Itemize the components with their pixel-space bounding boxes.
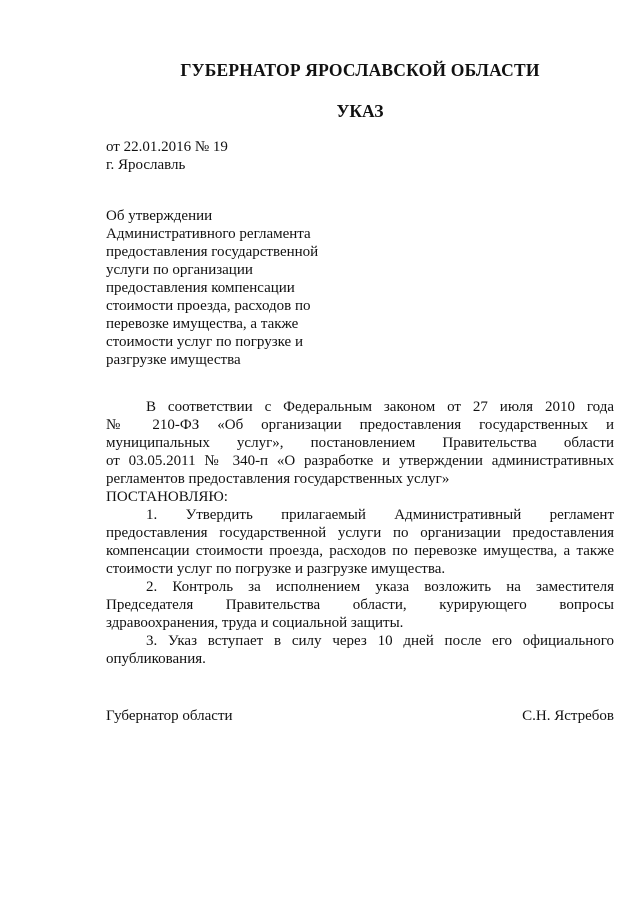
item-line: здравоохранения, труда и социальной защиты. [106, 615, 404, 631]
date-number: от 22.01.2016 № 19 [106, 139, 228, 155]
decree-word: ПОСТАНОВЛЯЮ: [106, 489, 228, 505]
document-type: УКАЗ [336, 101, 384, 121]
signature-position: Губернатор области [106, 708, 233, 724]
document-authority: ГУБЕРНАТОР ЯРОСЛАВСКОЙ ОБЛАСТИ [180, 60, 540, 80]
preamble [106, 398, 614, 488]
preamble-line: от 03.05.2011 № 340-п «О разработке и утверждении административных [106, 453, 614, 469]
item-line: 2. Контроль за исполнением указа возложить на заместителя [146, 579, 614, 595]
subject-line: предоставления государственной [106, 244, 319, 260]
subject-line: разгрузке имущества [106, 352, 241, 368]
document-subject [106, 207, 346, 369]
city: г. Ярославль [106, 157, 186, 173]
item-line: 1. Утвердить прилагаемый Административный регламент [146, 507, 614, 523]
signature-name: С.Н. Ястребов [522, 708, 614, 724]
item-line: Председателя Правительства области, курирующего вопросы [106, 597, 614, 613]
item-line: стоимости услуг по погрузке и разгрузке имущества. [106, 561, 446, 577]
subject-line: Об утверждении [106, 208, 213, 224]
decree-item-3 [106, 632, 614, 668]
item-line: опубликования. [106, 651, 206, 667]
decree-item-2 [106, 578, 614, 632]
subject-line: перевозке имущества, а также [106, 316, 299, 332]
subject-line: стоимости услуг по погрузке и [106, 334, 303, 350]
subject-line: Административного регламента [106, 226, 311, 242]
subject-line: стоимости проезда, расходов по [106, 298, 311, 314]
preamble-line: регламентов предоставления государственных услуг» [106, 471, 450, 487]
item-line: компенсации стоимости проезда, расходов по перевозке имущества, а также [106, 543, 614, 559]
decree-item-1 [106, 506, 614, 578]
subject-line: предоставления компенсации [106, 280, 295, 296]
preamble-line: В соответствии с Федеральным законом от 27 июля 2010 года [146, 399, 614, 415]
item-line: 3. Указ вступает в силу через 10 дней после его официального [146, 633, 614, 649]
document-meta [106, 138, 228, 174]
item-line: предоставления государственной услуги по организации предоставления [106, 525, 614, 541]
subject-line: услуги по организации [106, 262, 253, 278]
preamble-line: № 210-ФЗ «Об организации предоставления государственных и [106, 417, 614, 433]
document-body [106, 398, 614, 668]
preamble-line: муниципальных услуг», постановлением Правительства области [106, 435, 614, 451]
